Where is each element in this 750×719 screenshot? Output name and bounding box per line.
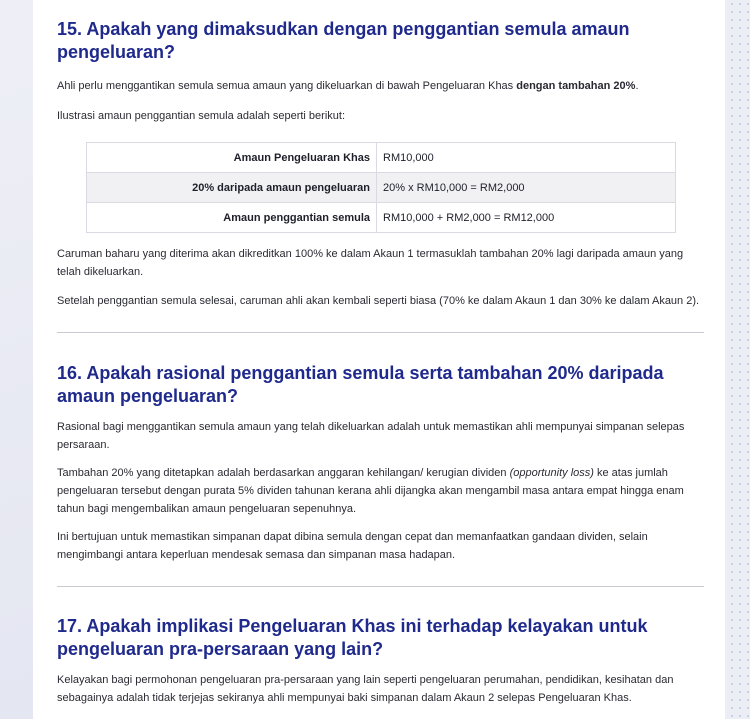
text-span: Tambahan 20% yang ditetapkan adalah berdasarkan anggaran kehilangan/ kerugian dividen — [57, 467, 510, 479]
faq-item-17 — [57, 615, 704, 707]
faq-item-16 — [57, 362, 704, 564]
illustration-table — [86, 142, 676, 233]
faq-answer-paragraph — [57, 464, 704, 518]
faq-question-16: 16. Apakah rasional penggantian semula serta tambahan 20% daripada amaun pengeluaran? — [57, 363, 664, 406]
faq-answer-paragraph — [57, 77, 704, 95]
faq-answer-paragraph: Rasional bagi menggantikan semula amaun yang telah dikeluarkan adalah untuk memastikan ahli mempunyai simpanan selepas persaraan. — [57, 421, 685, 451]
text-span: Ahli perlu menggantikan semula semua amaun yang dikeluarkan di bawah Pengeluaran Khas — [57, 80, 517, 92]
faq-answer-paragraph: Ilustrasi amaun penggantian semula adalah seperti berikut: — [57, 110, 346, 122]
section-divider — [57, 332, 704, 333]
faq-question-17: 17. Apakah implikasi Pengeluaran Khas ini terhadap kelayakan untuk pengeluaran pra-persaraan yang lain? — [57, 616, 648, 659]
faq-answer-paragraph: Setelah penggantian semula selesai, caruman ahli akan kembali seperti biasa (70% ke dalam Akaun 1 dan 30% ke dalam Akaun 2). — [57, 295, 700, 307]
faq-content-card — [33, 0, 725, 719]
text-span: . — [635, 80, 639, 92]
table-row-value: RM10,000 — [377, 143, 676, 173]
faq-answer-paragraph: Kelayakan bagi permohonan pengeluaran pra-persaraan yang lain seperti pengeluaran perumahan, pendidikan, kesihatan dan sebagainya adalah tidak terjejas sekiranya ahli mempunyai baki simpanan dalam Akaun 2 selepas Pengeluaran Khas. — [57, 674, 674, 704]
table-row-value: 20% x RM10,000 = RM2,000 — [377, 173, 676, 203]
table-row — [87, 173, 676, 203]
bold-text: dengan tambahan 20% — [516, 80, 636, 92]
table-row-label: 20% daripada amaun pengeluaran — [87, 173, 377, 203]
faq-answer-paragraph: Ini bertujuan untuk memastikan simpanan dapat dibina semula dengan cepat dan memanfaatkan gandaan dividen, selain mengimbangi antara keperluan mendesak semasa dan simpanan masa hadapan. — [57, 531, 648, 561]
table-row — [87, 203, 676, 233]
faq-question-15: 15. Apakah yang dimaksudkan dengan penggantian semula amaun pengeluaran? — [57, 19, 630, 62]
table-row-label: Amaun Pengeluaran Khas — [87, 143, 377, 173]
table-row-label: Amaun penggantian semula — [87, 203, 377, 233]
faq-answer-paragraph: Caruman baharu yang diterima akan dikreditkan 100% ke dalam Akaun 1 termasuklah tambahan 20% lagi daripada amaun yang telah dikeluarkan. — [57, 248, 684, 278]
text-span: ke atas jumlah pengeluaran tersebut dengan purata 5% dividen tahunan kerana ahli dijangka akan mengambil masa antara empat hingga enam tahun bagi mengembalikan amaun pengeluaran sepenuhnya. — [57, 467, 684, 515]
section-divider — [57, 586, 704, 587]
italic-text: (opportunity loss) — [509, 467, 594, 479]
table-row — [87, 143, 676, 173]
table-row-value: RM10,000 + RM2,000 = RM12,000 — [377, 203, 676, 233]
faq-item-15 — [57, 0, 704, 310]
